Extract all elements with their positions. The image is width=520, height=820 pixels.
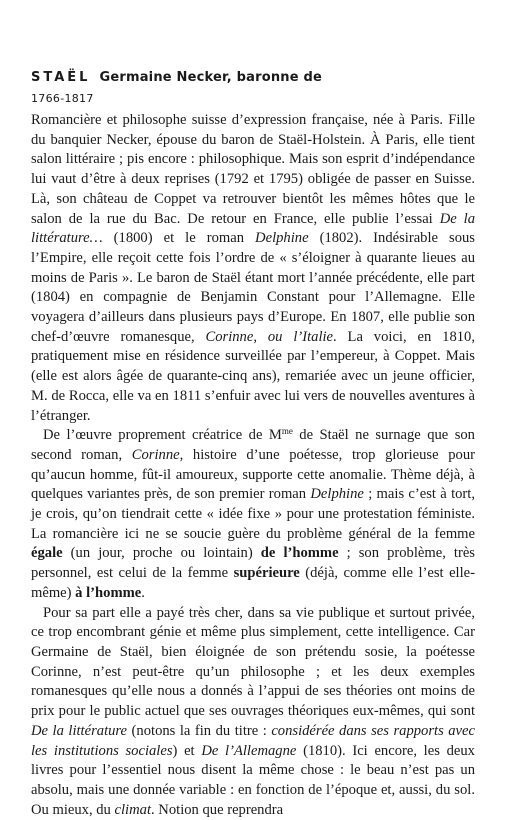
entry-surname: STAËL	[31, 70, 91, 85]
paragraph-theory: Pour sa part elle a payé très cher, dans sa vie publique et surtout privée, ce trop encombrant génie et même plus simplement, cette intelligence. Car Germaine de Staël, bien éloignée de son prétendu sosie, la poétesse Corinne, n’est peut-être qu’un philosophe ; et les deux exemples romanesques qu’elle nous a donnés à l’appui de ses théories ont moins de prix pour le public actuel que ses ouvrages théoriques eux-mêmes, qui sont De la littérature (notons la fin du titre : considérée dans ses rapports avec les institutions sociales) et De l’Allemagne (1810). Ici encore, les deux livres pour l’essentiel nous disent la même chose : le beau n’est pas un absolu, mais une donnée variable : en fonction de l’époque et, aussi, du sol. Ou mieux, du climat. Notion que reprendra	[31, 604, 475, 818]
entry-heading	[31, 70, 322, 85]
article-body	[31, 111, 475, 820]
entry-full-name: Germaine Necker, baronne de	[99, 70, 323, 85]
paragraph-novels: De l’œuvre proprement créatrice de $M^{me}$ de Staël ne surnage que son second roman, Corinne, histoire d’une poétesse, trop glorieuse pour qu’aucun homme, fût-il amoureux, supporte cette anomalie. Thème déjà, à quelques variantes près, de son premier roman Delphine ; mais c’est à tort, je crois, qu’on tiendrait cette « idée fixe » pour une protestation féministe. La romancière ici ne se soucie guère du problème général de la femme égale (un jour, proche ou lointain) de l’homme ; son problème, très personnel, est celui de la femme supérieure (déjà, comme elle l’est elle-même) à l’homme.	[31, 426, 475, 601]
paragraph-biography: Romancière et philosophe suisse d’expression française, née à Paris. Fille du banquier Necker, épouse du baron de Staël-Holstein. À Paris, elle tient salon littéraire ; pis encore : philosophique. Mais son esprit d’indépendance lui vaut d’être à deux reprises (1792 et 1795) obligée de passer en Suisse. Là, son château de Coppet va retrouver bientôt les mêmes hôtes que le salon de la rue du Bac. De retour en France, elle publie l’essai De la littérature… (1800) et le roman Delphine (1802). Indésirable sous l’Empire, elle reçoit cette fois l’ordre de « s’éloigner à quarante lieues au moins de Paris ». Le baron de Staël étant mort l’année précédente, elle part (1804) en compagnie de Benjamin Constant pour l’Allemagne. Elle voyagera d’ailleurs dans plusieurs pays d’Europe. En 1807, elle publie son chef-d’œuvre romanesque, Corinne, ou l’Italie. La voici, en 1810, pratiquement mise en résidence surveillée par l’empereur, à Coppet. Mais (elle est alors âgée de quarante-cinq ans), remariée avec un jeune officier, M. de Rocca, elle va en 1811 s’enfuir avec lui vers de nouvelles aventures à l’étranger.	[31, 112, 475, 424]
entry-dates: 1766-1817	[31, 92, 94, 105]
